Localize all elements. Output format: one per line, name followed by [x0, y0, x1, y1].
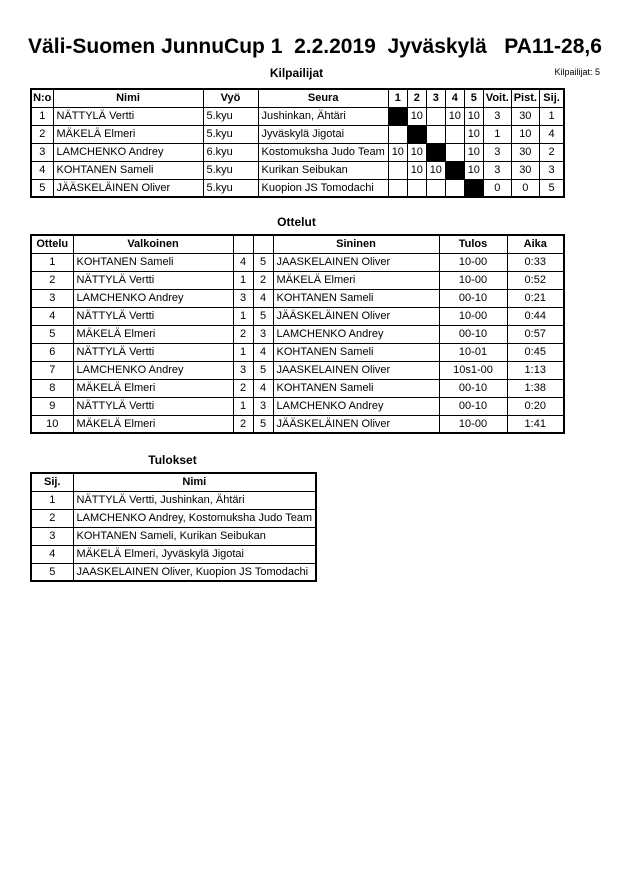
results-table — [30, 472, 317, 582]
matrix-cell: 10 — [407, 107, 426, 125]
competitors-heading: Kilpailijat — [269, 66, 324, 80]
competitor-place: 2 — [539, 143, 564, 161]
result-name: KOHTANEN Sameli, Kurikan Seibukan — [73, 527, 316, 545]
match-result: 10-00 — [439, 253, 507, 271]
competitor-points: 30 — [511, 107, 539, 125]
match-result: 00-10 — [439, 289, 507, 307]
match-white: NÄTTYLÄ Vertti — [73, 343, 233, 361]
match-row — [31, 289, 564, 307]
competitor-no: 2 — [31, 125, 53, 143]
matrix-self-cell — [464, 179, 483, 197]
match-result: 10-00 — [439, 271, 507, 289]
match-blue: KOHTANEN Sameli — [273, 289, 439, 307]
competitor-belt: 5.kyu — [203, 179, 258, 197]
competitor-place: 4 — [539, 125, 564, 143]
competitor-club: Jyväskylä Jigotai — [258, 125, 388, 143]
matrix-cell — [445, 179, 464, 197]
competitors-count: Kilpailijat: 5 — [554, 67, 600, 77]
match-blue-no: 5 — [253, 415, 273, 433]
match-result: 00-10 — [439, 397, 507, 415]
competitor-points: 30 — [511, 143, 539, 161]
match-time: 0:44 — [507, 307, 564, 325]
competitor-row — [31, 143, 564, 161]
match-blue-no: 4 — [253, 343, 273, 361]
result-name: JAASKELAINEN Oliver, Kuopion JS Tomodachi — [73, 563, 316, 581]
competitor-row — [31, 107, 564, 125]
match-no: 7 — [31, 361, 73, 379]
match-row — [31, 361, 564, 379]
match-blue: JAASKELAINEN Oliver — [273, 361, 439, 379]
page-title: Väli-Suomen JunnuCup 1 2.2.2019 Jyväskylä PA11-28,6 — [28, 35, 602, 58]
match-white-no: 4 — [233, 253, 253, 271]
col-header-3: 3 — [426, 89, 445, 107]
competitor-club: Kostomuksha Judo Team — [258, 143, 388, 161]
matrix-cell: 10 — [464, 161, 483, 179]
results-header-row — [31, 473, 316, 491]
result-place: 3 — [31, 527, 73, 545]
match-blue-no: 3 — [253, 397, 273, 415]
matrix-cell — [388, 125, 407, 143]
result-name: LAMCHENKO Andrey, Kostomuksha Judo Team — [73, 509, 316, 527]
match-white-no: 1 — [233, 271, 253, 289]
competitor-wins: 3 — [483, 143, 511, 161]
col-header-wins: Voit. — [483, 89, 511, 107]
match-blue-no: 4 — [253, 289, 273, 307]
match-no: 1 — [31, 253, 73, 271]
match-no: 2 — [31, 271, 73, 289]
competitor-no: 5 — [31, 179, 53, 197]
match-result: 00-10 — [439, 325, 507, 343]
match-time: 1:41 — [507, 415, 564, 433]
match-no: 8 — [31, 379, 73, 397]
match-no: 5 — [31, 325, 73, 343]
col-header-time: Aika — [507, 235, 564, 253]
competitor-club: Kuopion JS Tomodachi — [258, 179, 388, 197]
competitor-name: NÄTTYLÄ Vertti — [53, 107, 203, 125]
competitor-no: 3 — [31, 143, 53, 161]
col-header-club: Seura — [258, 89, 388, 107]
result-row — [31, 545, 316, 563]
match-blue: LAMCHENKO Andrey — [273, 325, 439, 343]
match-row — [31, 253, 564, 271]
match-blue: KOHTANEN Sameli — [273, 379, 439, 397]
competitor-club: Kurikan Seibukan — [258, 161, 388, 179]
match-white-no: 2 — [233, 415, 253, 433]
matrix-cell — [426, 125, 445, 143]
competitor-row — [31, 161, 564, 179]
match-white: KOHTANEN Sameli — [73, 253, 233, 271]
matches-header-row — [31, 235, 564, 253]
result-place: 5 — [31, 563, 73, 581]
competitor-place: 3 — [539, 161, 564, 179]
competitor-row — [31, 179, 564, 197]
col-header-2: 2 — [407, 89, 426, 107]
match-white-no: 3 — [233, 361, 253, 379]
match-blue-no: 2 — [253, 271, 273, 289]
match-no: 9 — [31, 397, 73, 415]
match-result: 10-00 — [439, 307, 507, 325]
matrix-cell: 10 — [464, 125, 483, 143]
match-white-no: 2 — [233, 325, 253, 343]
col-header-belt: Vyö — [203, 89, 258, 107]
match-blue: KOHTANEN Sameli — [273, 343, 439, 361]
col-header-place: Sij. — [31, 473, 73, 491]
match-white: MÄKELÄ Elmeri — [73, 379, 233, 397]
col-header-4: 4 — [445, 89, 464, 107]
col-header-white-no — [233, 235, 253, 253]
match-blue: MÄKELÄ Elmeri — [273, 271, 439, 289]
match-white: LAMCHENKO Andrey — [73, 361, 233, 379]
matrix-cell — [388, 161, 407, 179]
match-white-no: 1 — [233, 307, 253, 325]
competitor-belt: 6.kyu — [203, 143, 258, 161]
matrix-cell — [426, 107, 445, 125]
match-row — [31, 325, 564, 343]
match-result: 10s1-00 — [439, 361, 507, 379]
matrix-cell — [445, 125, 464, 143]
match-row — [31, 271, 564, 289]
match-no: 3 — [31, 289, 73, 307]
matches-table — [30, 234, 565, 434]
match-result: 10-00 — [439, 415, 507, 433]
col-header-match-no: Ottelu — [31, 235, 73, 253]
competitors-section-head — [30, 66, 600, 80]
match-white: NÄTTYLÄ Vertti — [73, 397, 233, 415]
matrix-self-cell — [388, 107, 407, 125]
match-white: LAMCHENKO Andrey — [73, 289, 233, 307]
competitor-wins: 3 — [483, 161, 511, 179]
competitor-name: LAMCHENKO Andrey — [53, 143, 203, 161]
competitor-points: 10 — [511, 125, 539, 143]
results-heading: Tulokset — [148, 453, 197, 467]
match-time: 0:57 — [507, 325, 564, 343]
competitor-no: 1 — [31, 107, 53, 125]
match-white: NÄTTYLÄ Vertti — [73, 307, 233, 325]
match-row — [31, 379, 564, 397]
competitor-wins: 3 — [483, 107, 511, 125]
match-time: 0:33 — [507, 253, 564, 271]
matrix-cell: 10 — [464, 107, 483, 125]
competitor-wins: 1 — [483, 125, 511, 143]
match-blue: JÄÄSKELÄINEN Oliver — [273, 307, 439, 325]
col-header-result: Tulos — [439, 235, 507, 253]
competitor-points: 0 — [511, 179, 539, 197]
match-blue: JÄÄSKELÄINEN Oliver — [273, 415, 439, 433]
match-white: NÄTTYLÄ Vertti — [73, 271, 233, 289]
match-row — [31, 397, 564, 415]
competitors-table — [30, 88, 565, 198]
matrix-cell — [407, 179, 426, 197]
match-white-no: 1 — [233, 343, 253, 361]
match-row — [31, 307, 564, 325]
competitor-no: 4 — [31, 161, 53, 179]
match-white-no: 3 — [233, 289, 253, 307]
matrix-cell — [426, 179, 445, 197]
match-blue-no: 4 — [253, 379, 273, 397]
col-header-blue-no — [253, 235, 273, 253]
match-time: 0:45 — [507, 343, 564, 361]
col-header-blue: Sininen — [273, 235, 439, 253]
result-row — [31, 527, 316, 545]
competitor-row — [31, 125, 564, 143]
matrix-cell: 10 — [388, 143, 407, 161]
col-header-white: Valkoinen — [73, 235, 233, 253]
result-place: 4 — [31, 545, 73, 563]
competitor-name: MÄKELÄ Elmeri — [53, 125, 203, 143]
matrix-self-cell — [426, 143, 445, 161]
result-place: 2 — [31, 509, 73, 527]
col-header-result-name: Nimi — [73, 473, 316, 491]
match-blue-no: 5 — [253, 253, 273, 271]
match-no: 10 — [31, 415, 73, 433]
match-white: MÄKELÄ Elmeri — [73, 325, 233, 343]
competitor-name: JÄÄSKELÄINEN Oliver — [53, 179, 203, 197]
matrix-cell: 10 — [426, 161, 445, 179]
matrix-cell: 10 — [445, 107, 464, 125]
result-name: NÄTTYLÄ Vertti, Jushinkan, Ähtäri — [73, 491, 316, 509]
matrix-cell — [388, 179, 407, 197]
match-time: 1:38 — [507, 379, 564, 397]
result-row — [31, 509, 316, 527]
matrix-self-cell — [407, 125, 426, 143]
col-header-points: Pist. — [511, 89, 539, 107]
competitors-header-row — [31, 89, 564, 107]
competitor-name: KOHTANEN Sameli — [53, 161, 203, 179]
match-time: 1:13 — [507, 361, 564, 379]
competitor-place: 1 — [539, 107, 564, 125]
competitor-belt: 5.kyu — [203, 107, 258, 125]
match-blue-no: 3 — [253, 325, 273, 343]
match-result: 10-01 — [439, 343, 507, 361]
col-header-no: N:o — [31, 89, 53, 107]
match-time: 0:20 — [507, 397, 564, 415]
competitor-points: 30 — [511, 161, 539, 179]
match-row — [31, 415, 564, 433]
competitor-belt: 5.kyu — [203, 161, 258, 179]
match-white-no: 1 — [233, 397, 253, 415]
result-row — [31, 563, 316, 581]
competitor-wins: 0 — [483, 179, 511, 197]
match-blue-no: 5 — [253, 361, 273, 379]
match-no: 6 — [31, 343, 73, 361]
matches-heading: Ottelut — [277, 215, 316, 229]
match-blue-no: 5 — [253, 307, 273, 325]
matrix-cell: 10 — [464, 143, 483, 161]
match-white: MÄKELÄ Elmeri — [73, 415, 233, 433]
match-time: 0:21 — [507, 289, 564, 307]
competitor-club: Jushinkan, Ähtäri — [258, 107, 388, 125]
match-row — [31, 343, 564, 361]
col-header-place: Sij. — [539, 89, 564, 107]
col-header-name: Nimi — [53, 89, 203, 107]
match-time: 0:52 — [507, 271, 564, 289]
matrix-cell: 10 — [407, 161, 426, 179]
competitor-place: 5 — [539, 179, 564, 197]
col-header-5: 5 — [464, 89, 483, 107]
col-header-1: 1 — [388, 89, 407, 107]
result-place: 1 — [31, 491, 73, 509]
match-blue: JAASKELAINEN Oliver — [273, 253, 439, 271]
matrix-cell: 10 — [407, 143, 426, 161]
competitor-belt: 5.kyu — [203, 125, 258, 143]
matrix-cell — [445, 143, 464, 161]
match-no: 4 — [31, 307, 73, 325]
result-name: MÄKELÄ Elmeri, Jyväskylä Jigotai — [73, 545, 316, 563]
match-result: 00-10 — [439, 379, 507, 397]
result-row — [31, 491, 316, 509]
matrix-self-cell — [445, 161, 464, 179]
match-white-no: 2 — [233, 379, 253, 397]
match-blue: LAMCHENKO Andrey — [273, 397, 439, 415]
